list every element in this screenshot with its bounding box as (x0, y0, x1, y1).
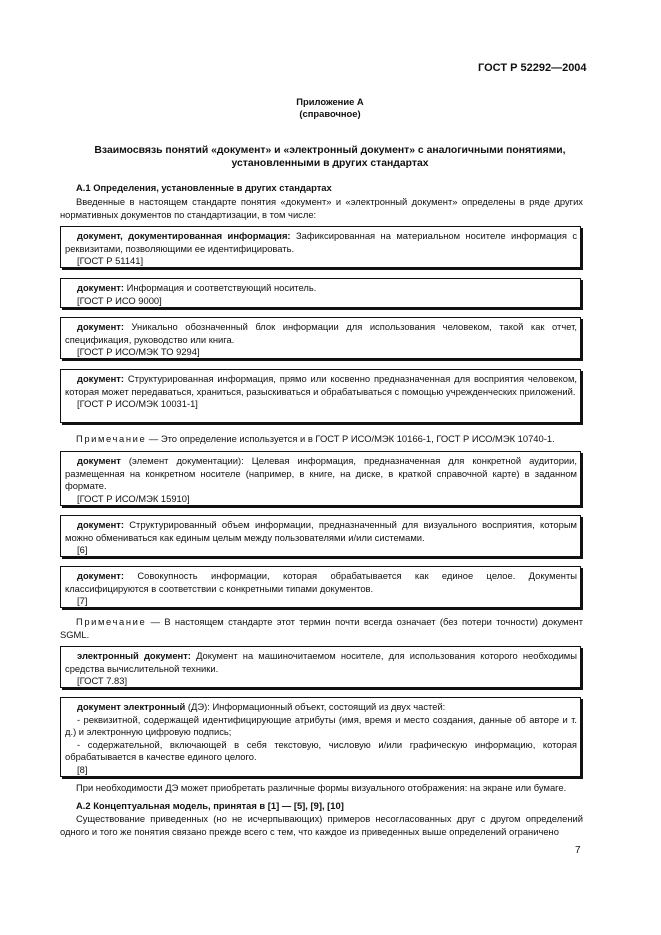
section1-heading: А.1 Определения, установленные в других стандартах (76, 182, 332, 193)
definition-term: документ, документированная информация: (77, 230, 291, 241)
definition-term: документ: (77, 282, 124, 293)
page-number: 7 (575, 845, 581, 856)
appendix-title: Приложение А (296, 96, 364, 107)
definition-text: (ДЭ): Информационный объект, состоящий из двух частей: (187, 701, 446, 712)
definition-box-7 (60, 566, 581, 608)
definition-source: [ГОСТ 7.83] (77, 675, 128, 687)
definition-text: Зафиксированная на материальном носителе информация с реквизитами, позволяющими ее идентифицировать. (65, 230, 578, 254)
after-text: При необходимости ДЭ может приобретать различные формы визуального отображения: на экране или бумаге. (76, 782, 567, 793)
definition-text: Уникально обозначенный блок информации для использования человеком, такой как отчет, спецификация, руководство или книга. (65, 321, 577, 345)
definition-box-3 (60, 317, 581, 359)
appendix-subtitle: (справочное) (299, 108, 361, 119)
definition-text: Структурированная информация, прямо или косвенно предназначенная для восприятия человеком, которая может передаваться, храниться, разыскиваться и обрабатываться с помощью учрежденческих приложений. (65, 373, 577, 397)
note-2 (60, 616, 583, 641)
definition-source: [7] (77, 595, 88, 607)
definition-source: [ГОСТ Р ИСО/МЭК 15910] (77, 492, 190, 504)
definition-term: электронный документ: (77, 650, 191, 661)
definition-box-6 (60, 515, 581, 557)
main-title-line2: установленными в других стандартах (231, 158, 429, 169)
definition-term: документ: (77, 570, 124, 581)
definition-box-5 (60, 451, 581, 506)
definition-text: (элемент документации): Целевая информация, предназначенная для конкретной аудитории, размещенная на конкретном носителе (например, в книге, на диске, в краткой справочной карте) в заданном формате. (65, 455, 577, 492)
definition-source: [ГОСТ Р ИСО 9000] (77, 294, 162, 306)
section2-heading: А.2 Концептуальная модель, принятая в [1] — [5], [9], [10] (76, 800, 344, 811)
main-title-line1: Взаимосвязь понятий «документ» и «электронный документ» с аналогичными понятиями, (94, 145, 566, 156)
note-1 (60, 433, 583, 446)
definition-box-2 (60, 278, 581, 308)
definition-item-2: - содержательной, включающей в себя текстовую, числовую и/или графическую информацию, которая обрабатывается в качестве единого целого. (65, 738, 577, 763)
definition-text: Информация и соответствующий носитель. (126, 282, 317, 293)
definition-term: документ электронный (77, 701, 186, 712)
definition-box-4 (60, 369, 581, 423)
standard-number: ГОСТ Р 52292—2004 (478, 62, 587, 74)
definition-text: Документ на машиночитаемом носителе, для использования которого необходимы средства вычислительной техники. (65, 650, 577, 674)
section2-text: Существование приведенных (но не исчерпывающих) примеров несогласованных друг с другом определений одного и того же понятия связано прежде всего с тем, что каждое из приведенных выше определений ограничено (60, 813, 583, 837)
definition-box-1 (60, 226, 581, 268)
definition-source: [ГОСТ Р 51141] (77, 255, 144, 267)
note-text: — В настоящем стандарте этот термин почти всегда означает (без потери точности) документ SGML. (60, 616, 583, 640)
definition-text: Совокупность информации, которая обрабатывается как единое целое. Документы классифицируются в соответствии с конкретными типами документов. (65, 570, 577, 594)
definition-term: документ: (77, 321, 124, 332)
definition-text: Структурированный объем информации, предназначенный для визуального восприятия, которым можно обмениваться как единым целым между пользователями и/или системами. (65, 519, 577, 543)
definition-term: документ (77, 455, 121, 466)
note-label: Примечание (76, 616, 147, 627)
definition-source: [8] (77, 763, 88, 775)
definition-term: документ: (77, 373, 124, 384)
definition-source: [ГОСТ Р ИСО/МЭК 10031-1] (77, 398, 198, 410)
definition-term: документ: (77, 519, 124, 530)
definition-source: [ГОСТ Р ИСО/МЭК ТО 9294] (77, 346, 200, 358)
definition-box-9 (60, 697, 581, 777)
definition-box-8 (60, 646, 581, 688)
definition-item-1: - реквизитной, содержащей идентифицирующие атрибуты (имя, время и место создания, данные об авторе и т. д.) и электронную цифровую подпись; (65, 713, 577, 738)
section1-intro: Введенные в настоящем стандарте понятия «документ» и «электронный документ» определены в ряде других нормативных документов по стандартизации, в том числе: (60, 196, 583, 220)
definition-source: [6] (77, 544, 88, 556)
note-label: Примечание (76, 433, 147, 444)
note-text: — Это определение используется и в ГОСТ Р ИСО/МЭК 10166-1, ГОСТ Р ИСО/МЭК 10740-1. (146, 433, 555, 444)
